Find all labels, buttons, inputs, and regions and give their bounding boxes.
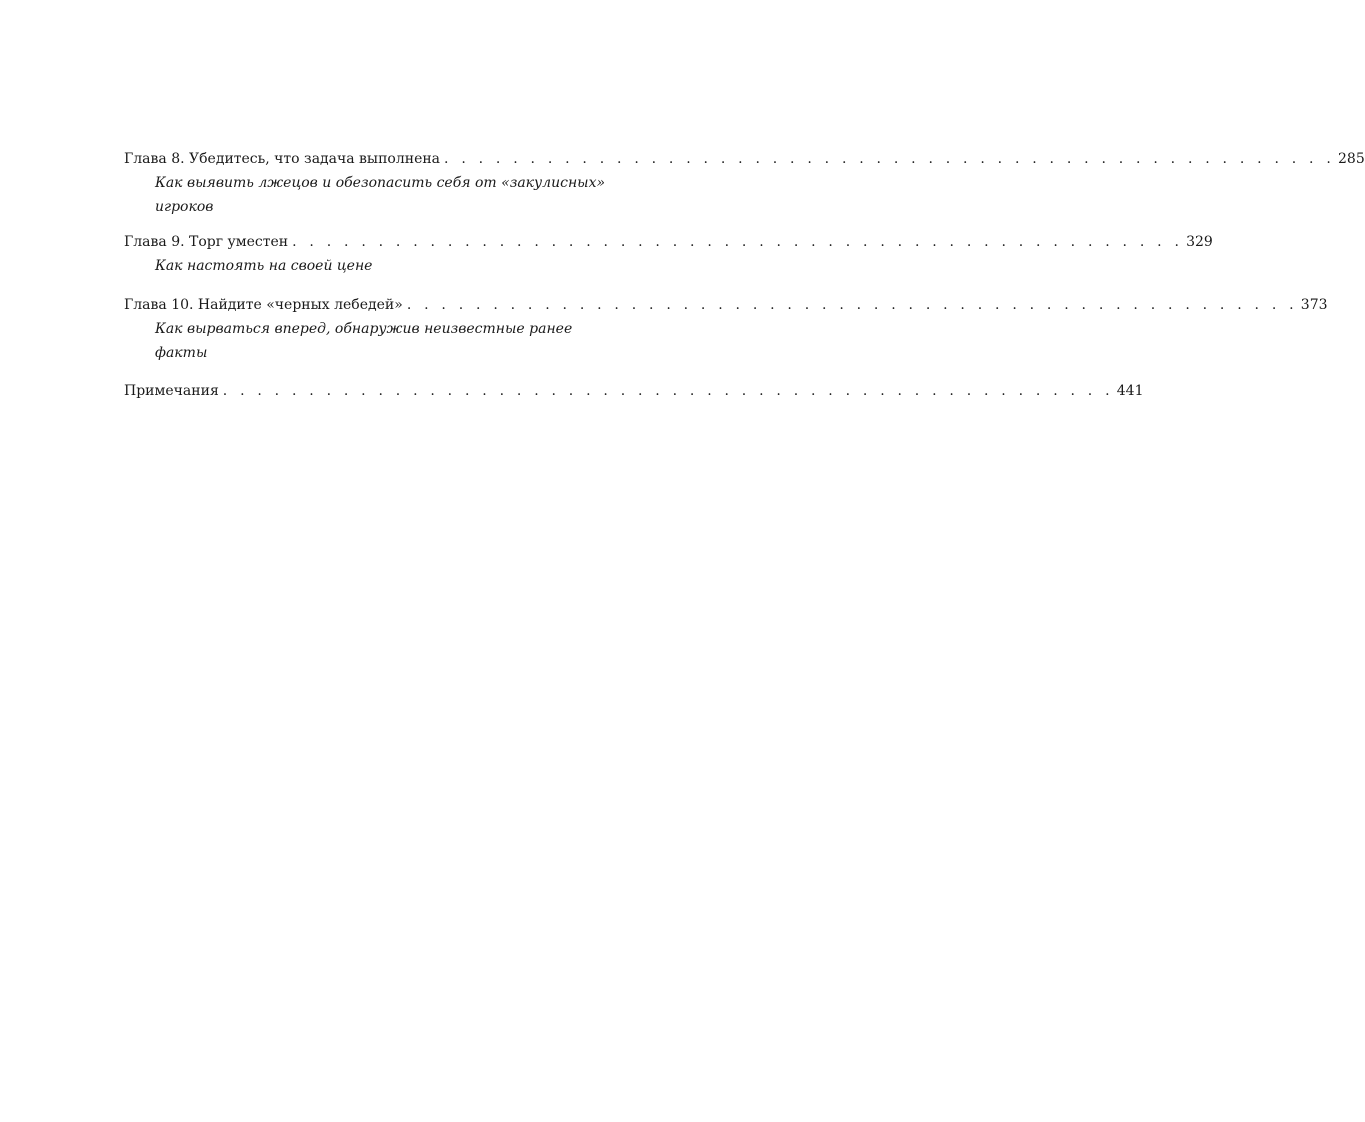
toc-entry-line [124,231,1213,254]
chapter-title: Глава 8. Убедитесь, что задача выполнена [124,151,441,167]
toc-entry-line [124,148,1365,171]
notes-title: Примечания [124,383,219,399]
dot-leader: . . . . . . . . . . . . . . . . . . . . . . . . . . . . . . . . . . . . . . . . . . . . . . . . . . . . [222,383,1114,399]
page-number: 329 [1186,234,1213,250]
chapter-title: Глава 9. Торг уместен [124,234,289,250]
toc-entry-line [124,380,1144,403]
dot-leader: . . . . . . . . . . . . . . . . . . . . . . . . . . . . . . . . . . . . . . . . . . . . . . . . . . . . [444,151,1336,167]
toc-entry-notes [124,380,1144,404]
toc-entry-chapter-9 [124,231,1213,294]
table-of-contents [124,148,1365,404]
chapter-subtitle: Как выявить лжецов и обезопасить себя от «закулисных» игроков [155,175,606,215]
chapter-title: Глава 10. Найдите «черных лебедей» [124,297,403,313]
toc-entry-chapter-10 [124,294,1328,380]
toc-entry-chapter-8 [124,148,1365,231]
dot-leader: . . . . . . . . . . . . . . . . . . . . . . . . . . . . . . . . . . . . . . . . . . . . . . . . . . . . [406,297,1298,313]
toc-entry-line [124,294,1328,317]
page-number: 441 [1116,383,1144,399]
chapter-subtitle: Как настоять на своей цене [155,258,373,274]
chapter-subtitle: Как вырваться вперед, обнаружив неизвестные ранее факты [155,321,573,361]
page-number: 373 [1300,297,1328,313]
dot-leader: . . . . . . . . . . . . . . . . . . . . . . . . . . . . . . . . . . . . . . . . . . . . . . . . . . . . [292,234,1184,250]
page-number: 285 [1338,151,1365,167]
